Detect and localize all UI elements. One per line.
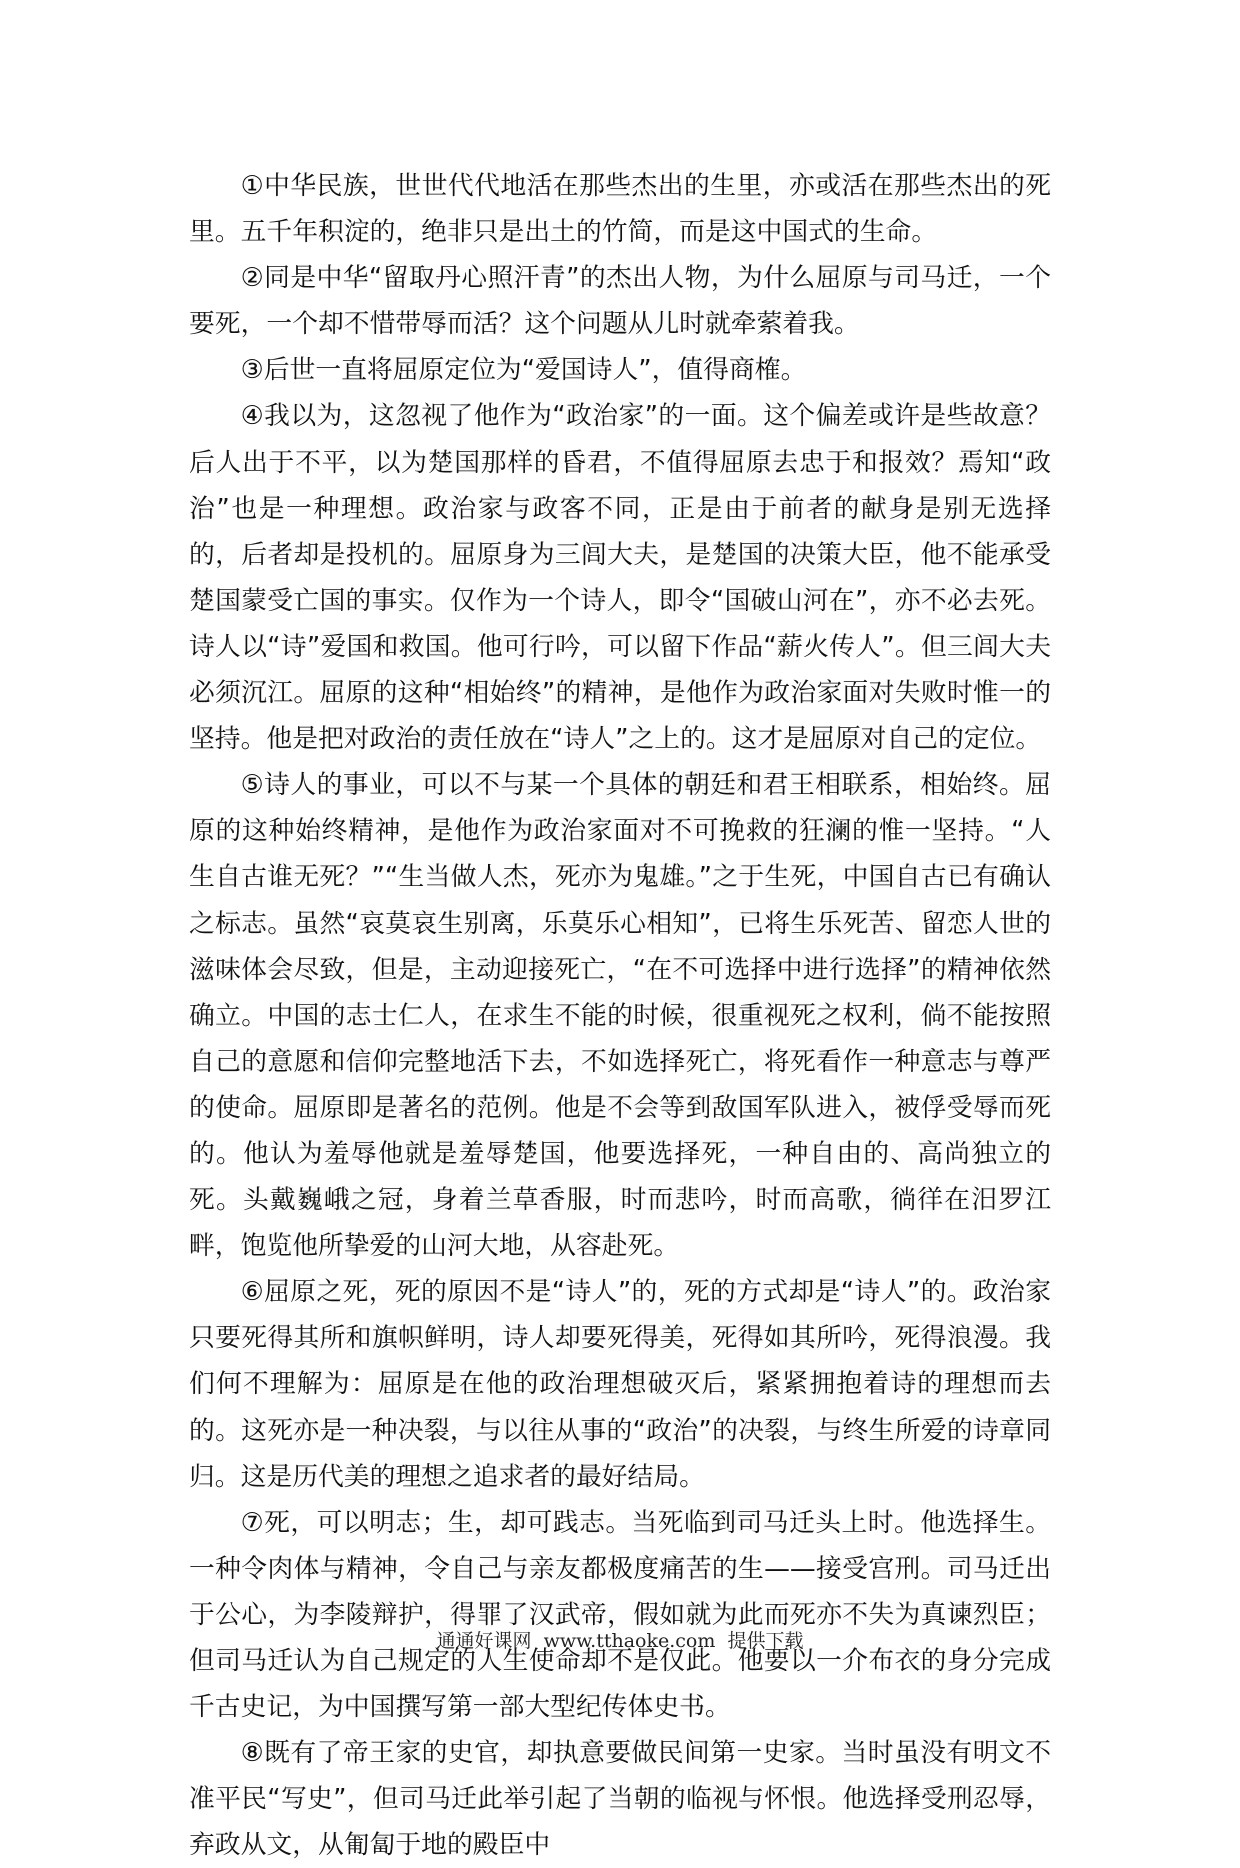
paragraph-8: ⑧既有了帝王家的史官，却执意要做民间第一史家。当时虽没有明文不准平民“写史”，但司马迁此举引起了当朝的临视与怀恨。他选择受刑忍辱，弃政从文，从匍匐于地的殿臣中 <box>189 1738 1051 1861</box>
paragraph-6: ⑥屈原之死，死的原因不是“诗人”的，死的方式却是“诗人”的。政治家只要死得其所和旗帜鲜明，诗人却要死得美，死得如其所吟，死得浪漫。我们何不理解为：屈原是在他的政治理想破灭后，紧紧拥抱着诗的理想而去的。这死亦是一种决裂，与以往从事的“政治”的决裂，与终生所爱的诗章同归。这是历代美的理想之追求者的最好结局。 <box>189 1277 1051 1492</box>
paragraph-2: ②同是中华“留取丹心照汗青”的杰出人物，为什么屈原与司马迁，一个要死，一个却不惜带辱而活？这个问题从儿时就牵萦着我。 <box>189 263 1051 340</box>
paragraph-5: ⑤诗人的事业，可以不与某一个具体的朝廷和君王相联系，相始终。屈原的这种始终精神，是他作为政治家面对不可挽救的狂澜的惟一坚持。“人生自古谁无死？”“生当做人杰，死亦为鬼雄。”之于生死，中国自古已有确认之标志。虽然“哀莫哀生别离，乐莫乐心相知”，已将生乐死苦、留恋人世的滋味体会尽致，但是，主动迎接死亡，“在不可选择中进行选择”的精神依然确立。中国的志士仁人，在求生不能的时候，很重视死之权利，倘不能按照自己的意愿和信仰完整地活下去，不如选择死亡，将死看作一种意志与尊严的使命。屈原即是著名的范例。他是不会等到敌国军队进入，被俘受辱而死的。他认为羞辱他就是羞辱楚国，他要选择死，一种自由的、高尚独立的死。头戴巍峨之冠，身着兰草香服，时而悲吟，时而高歌，徜徉在汨罗江畔，饱览他所挚爱的山河大地，从容赴死。 <box>189 770 1051 1262</box>
paragraph-3: ③后世一直将屈原定位为“爱国诗人”，值得商榷。 <box>240 355 807 386</box>
paragraph-4: ④我以为，这忽视了他作为“政治家”的一面。这个偏差或许是些故意？后人出于不平，以为楚国那样的昏君，不值得屈原去忠于和报效？焉知“政治”也是一种理想。政治家与政客不同，正是由于前者的献身是别无选择的，后者却是投机的。屈原身为三闾大夫，是楚国的决策大臣，他不能承受楚国蒙受亡国的事实。仅作为一个诗人，即令“国破山河在”，亦不必去死。诗人以“诗”爱国和救国。他可行吟，可以留下作品“薪火传人”。但三闾大夫必须沉江。屈原的这种“相始终”的精神，是他作为政治家面对失败时惟一的坚持。他是把对政治的责任放在“诗人”之上的。这才是屈原对自己的定位。 <box>189 401 1051 755</box>
page-footer: 通通好课网 www.tthaoke.com 提供下载 <box>436 1630 804 1652</box>
paragraph-7: ⑦死，可以明志；生，却可践志。当死临到司马迁头上时。他选择生。一种令肉体与精神，令自己与亲友都极度痛苦的生——接受宫刑。司马迁出于公心，为李陵辩护，得罪了汉武帝，假如就为此而死亦不失为真谏烈臣；但司马迁认为自己规定的人生使命却不是仅此。他要以一介布衣的身分完成千古史记，为中国撰写第一部大型纪传体史书。 <box>189 1507 1051 1723</box>
article-body <box>189 163 1051 1868</box>
paragraph-1: ①中华民族，世世代代地活在那些杰出的生里，亦或活在那些杰出的死里。五千年积淀的，绝非只是出土的竹简，而是这中国式的生命。 <box>189 171 1051 248</box>
